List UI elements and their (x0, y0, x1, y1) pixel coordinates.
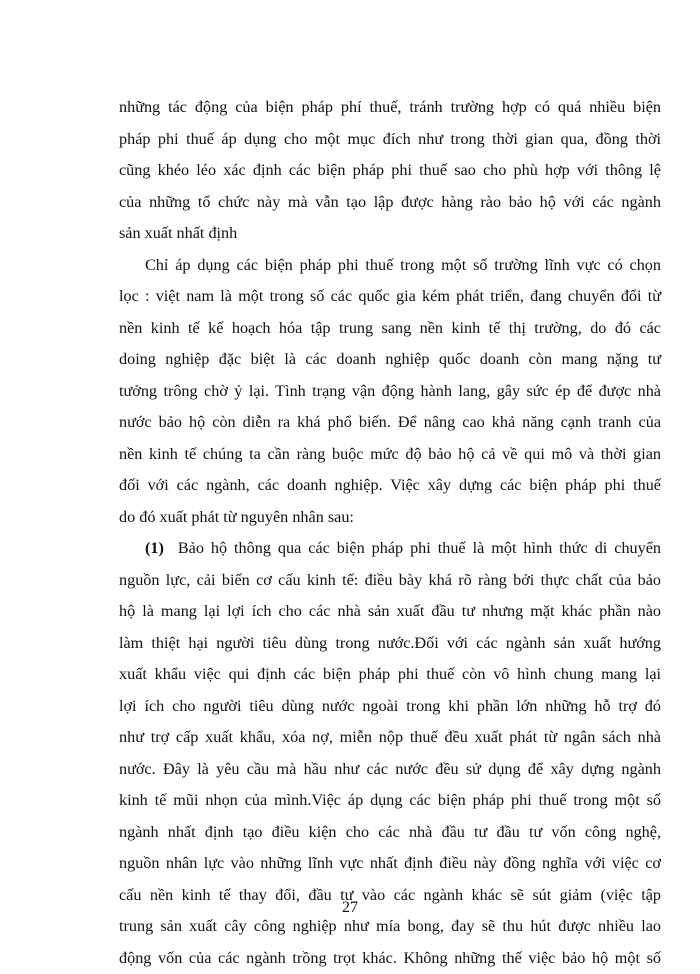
text-line: cũng khéo léo xác định các biện pháp phi thuế sao cho phù hợp với thông lệ (119, 155, 661, 187)
text-line: lợi ích cho người tiêu dùng nước ngoài trong khi phần lớn những hỗ trợ đó (119, 691, 661, 723)
text-line: ngành nhất định tạo điều kiện cho các nhà đầu tư đầu tư vốn công nghệ, (119, 817, 661, 849)
text-line: nước bảo hộ còn diễn ra khá phổ biến. Để nâng cao khả năng cạnh tranh của (119, 407, 661, 439)
text-line: làm thiệt hại người tiêu dùng trong nước.Đối với các ngành sản xuất hướng (119, 628, 661, 660)
text-line: như trợ cấp xuất khẩu, xóa nợ, miễn nộp thuế đều xuất phát từ ngân sách nhà (119, 722, 661, 754)
text-line: xuất khẩu việc qui định các biện pháp phi thuế còn vô hình chung mang lại (119, 659, 661, 691)
text-line: nền kinh tế kế hoạch hóa tập trung sang nền kinh tế thị trường, do đó các (119, 313, 661, 345)
item-text: Bảo hộ thông qua các biện pháp phi thuế là một hình thức di chuyển (178, 539, 661, 557)
text-line: của những tổ chức này mà vẫn tạo lập được hàng rào bảo hộ với các ngành (119, 187, 661, 219)
text-line: trung sản xuất cây công nghiệp như mía bong, đay sẽ thu hút được nhiều lao (119, 911, 661, 943)
text-line: nước. Đây là yêu cầu mà hầu như các nước đều sử dụng để xây dựng ngành (119, 754, 661, 786)
text-line: kinh tế mũi nhọn của mình.Việc áp dụng các biện pháp phi thuế trong một số (119, 785, 661, 817)
item-number: (1) (145, 539, 164, 557)
numbered-item-line (119, 533, 661, 565)
text-line: động vốn của các ngành trồng trọt khác. Không những thế việc bảo hộ một số (119, 943, 661, 974)
text-line: tưởng trông chờ ỷ lại. Tình trạng vận động hành lang, gây sức ép để được nhà (119, 376, 661, 408)
text-line: doing nghiệp đặc biệt là các doanh nghiệp quốc doanh còn mang nặng tư (119, 344, 661, 376)
text-line: lọc : việt nam là một trong số các quốc gia kém phát triển, đang chuyển đổi từ (119, 281, 661, 313)
body-text (119, 92, 661, 974)
text-line: sản xuất nhất định (119, 218, 661, 250)
text-line: nguồn lực, cải biến cơ cấu kinh tế: điều bày khá rõ ràng bởi thực chất của bảo (119, 565, 661, 597)
text-line: nền kinh tế chúng ta cần ràng buộc mức độ bảo hộ cả về qui mô và thời gian (119, 439, 661, 471)
text-line: pháp phi thuế áp dụng cho một mục đích như trong thời gian qua, đồng thời (119, 124, 661, 156)
page-number: 27 (0, 898, 700, 918)
text-line: do đó xuất phát từ nguyên nhân sau: (119, 502, 661, 534)
text-line: đối với các ngành, các doanh nghiệp. Việc xây dựng các biện pháp phi thuế (119, 470, 661, 502)
text-line: cấu nền kinh tế thay đổi, đầu tư vào các ngành khác sẽ sút giảm (việc tập (119, 880, 661, 912)
text-line: những tác động của biện pháp phí thuế, tránh trường hợp có quá nhiều biện (119, 92, 661, 124)
text-line: nguồn nhân lực vào những lĩnh vực nhất định điều này đồng nghĩa với việc cơ (119, 848, 661, 880)
text-line: hộ là mang lại lợi ích cho các nhà sản xuất đầu tư nhưng mặt khác phần nào (119, 596, 661, 628)
text-line: Chỉ áp dụng các biện pháp phi thuế trong một số trường lĩnh vực có chọn (119, 250, 661, 282)
